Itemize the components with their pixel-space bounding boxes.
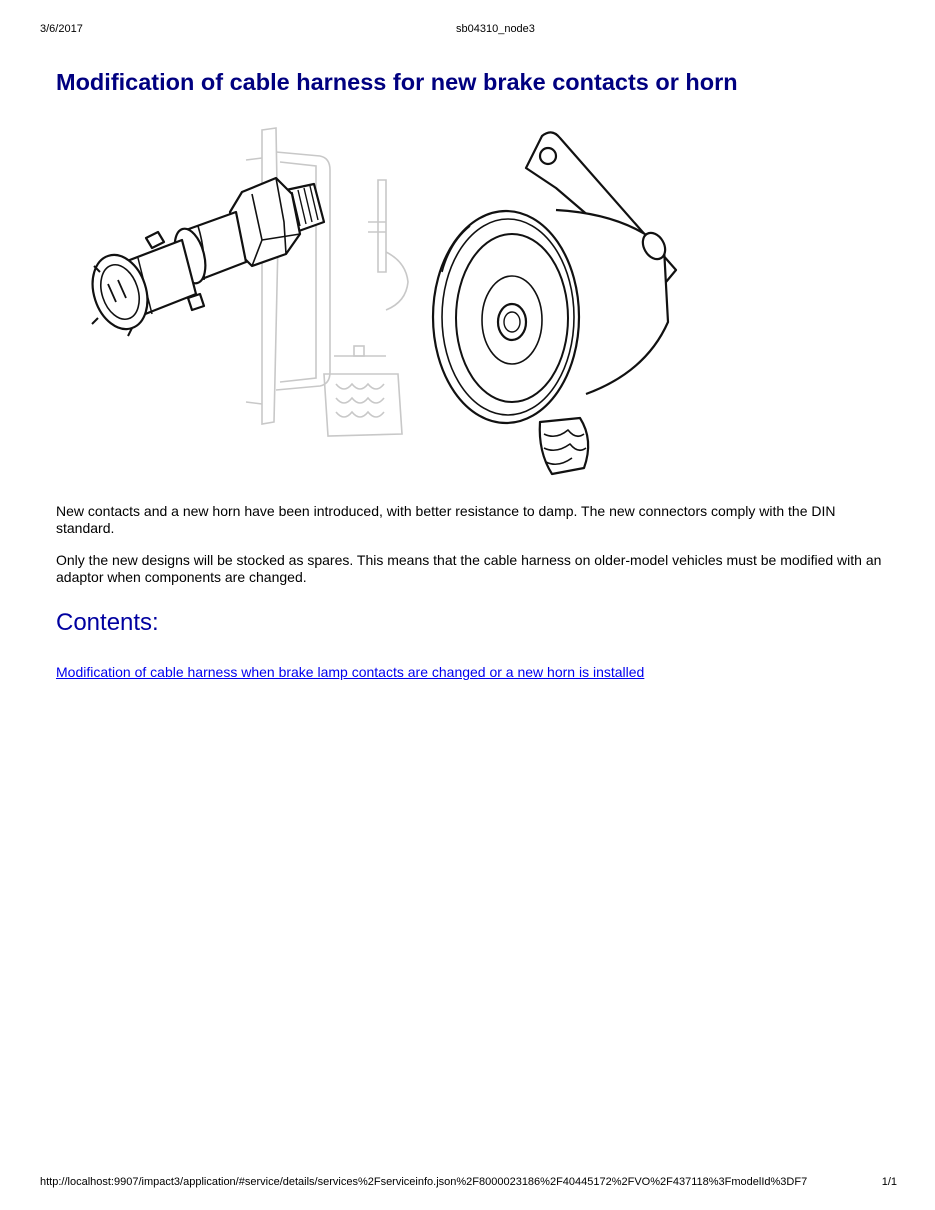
horn-icon (433, 132, 676, 474)
print-url: http://localhost:9907/impact3/application/#service/details/services%2Fserviceinfo.json%2F8000023186%2F40445172%2FVO%2F437118%3FmodelId%3DF7 (40, 1176, 808, 1188)
print-document-name: sb04310_node3 (456, 23, 535, 35)
print-footer (40, 1175, 897, 1189)
contents-heading: Contents: (56, 609, 159, 636)
brake-lamp-contact-icon (86, 178, 324, 336)
contents-link[interactable]: Modification of cable harness when brake lamp contacts are changed or a new horn is installed (56, 664, 645, 680)
print-header (40, 22, 897, 36)
page-title: Modification of cable harness for new brake contacts or horn (56, 69, 738, 95)
intro-paragraph: New contacts and a new horn have been introduced, with better resistance to damp. The new connectors comply with the DIN standard. (56, 503, 836, 536)
page-count: 1/1 (881, 1176, 897, 1188)
illustration (86, 122, 680, 482)
mounting-bracket-icon (246, 128, 408, 436)
print-date: 3/6/2017 (40, 23, 83, 35)
spares-paragraph: Only the new designs will be stocked as spares. This means that the cable harness on older-model vehicles must be modified with an adaptor when components are changed. (56, 552, 882, 585)
